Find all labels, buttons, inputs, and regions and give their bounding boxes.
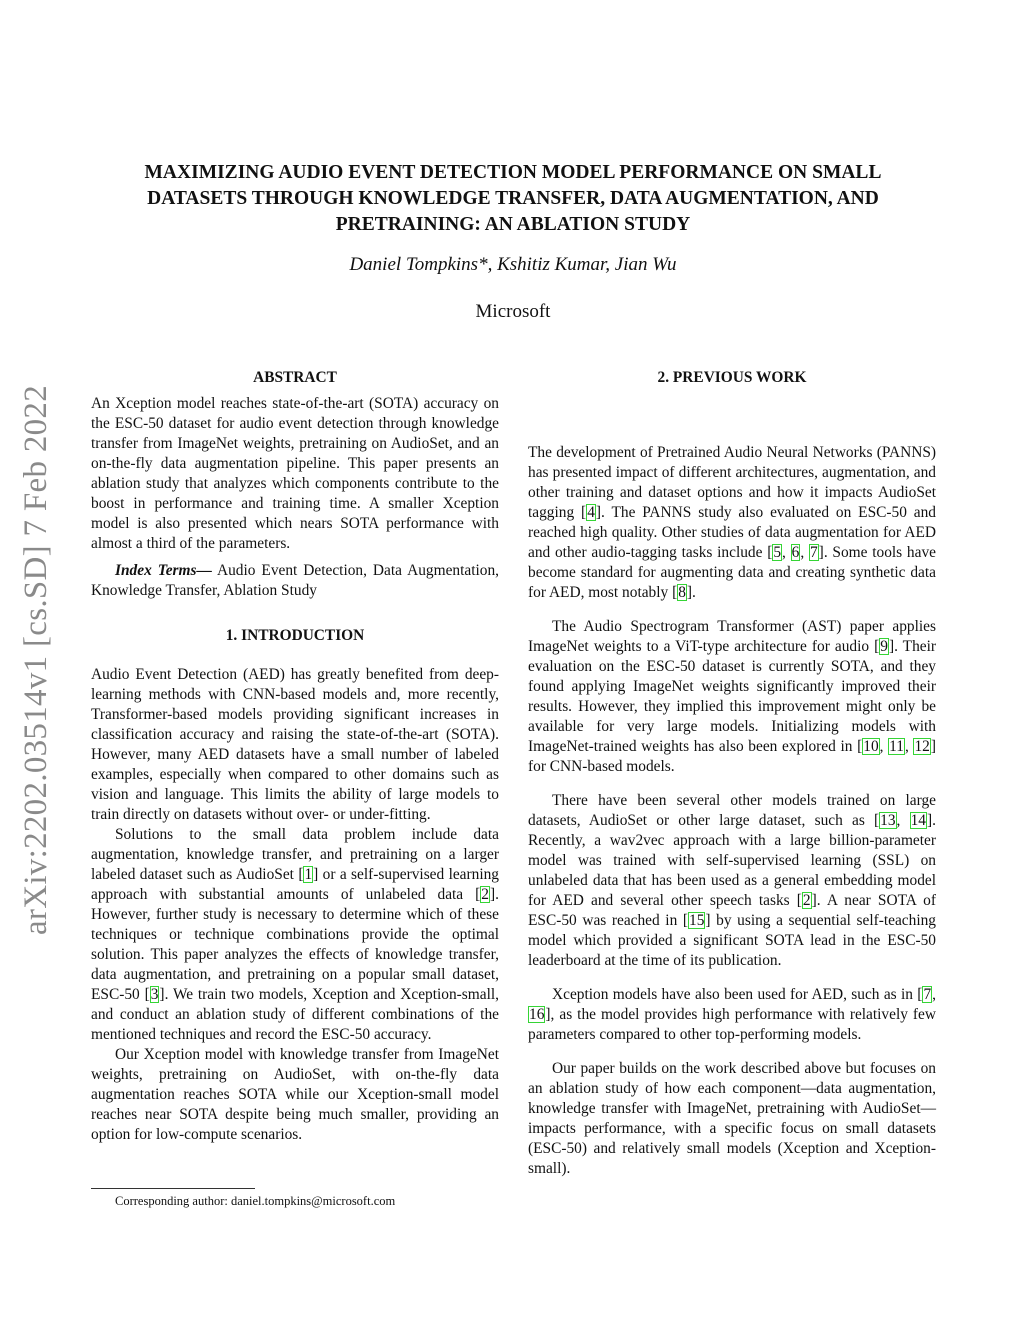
intro-paragraph-2: Solutions to the small data problem include data augmentation, knowledge transfer, and pretraining on a larger labeled dataset such as AudioSet [1] or a self-supervised learning approach with substantial amounts of unlabeled data [2]. However, further study is necessary to determine which of these techniques or technique combinations provide the optimal solution. This paper analyzes the effects of knowledge transfer, data augmentation, and pretraining on a popular small dataset, ESC-50 [3]. We train two models, Xception and Xception-small, and conduct an ablation study of different combinations of the mentioned techniques and record the ESC-50 accuracy. [91,826,500,1043]
citation-link[interactable]: 10 [863,738,879,755]
introduction-heading: 1. INTRODUCTION [225,627,365,644]
previous-work-paragraph-3: There have been several other models trained on large datasets, AudioSet or other large dataset, such as [13, 14]. Recently, a wav2vec approach with a large billion-parameter model was trained with self-supervised learning (SSL) on unlabeled data that has been used as a general embedding model for AED and several other speech tasks [2]. A near SOTA of ESC-50 was reached in [15] by using a sequential self-teaching model which provided a significant SOTA lead in the ESC-50 leaderboard at the time of its publication. [528,792,936,969]
text-run: . We train two models, Xception and Xception-small, and conduct an ablation study of different combinations of the mentioned techniques and record the ESC-50 accuracy. [91,986,500,1043]
citation-link[interactable]: 2 [802,892,811,909]
text-run: The development of Pretrained Audio Neural Networks (PANNS) has presented impact of different architectures, augmentation, and other training and dataset options and how it impacts AudioSet tagging [528,444,936,521]
citation-link[interactable]: 5 [773,544,782,561]
footnote-divider [91,1188,255,1189]
citation-link[interactable]: 12 [914,738,930,755]
index-terms-label: Index Terms— [115,562,212,579]
previous-work-paragraph-1: The development of Pretrained Audio Neural Networks (PANNS) has presented impact of different architectures, augmentation, and other training and dataset options and how it impacts AudioSet tagging [4]. The PANNS study also evaluated on ESC-50 and reached high quality. Other studies of data augmentation for AED and other audio-tagging tasks include [5, 6, 7]. Some tools have become standard for augmenting data and creating synthetic data for AED, most notably [8]. [528,444,936,601]
text-run: Xception models have also been used for AED, such as in [552,986,918,1003]
text-run: or a self-supervised learning approach with substantial amounts of unlabeled data [91,866,499,903]
text-run: for CNN-based models. [528,758,675,775]
citation-link[interactable]: 8 [678,584,686,601]
affiliation: Microsoft [475,301,551,322]
text-run: The Audio Spectrogram Transformer (AST) paper applies ImageNet weights to a ViT-type architecture for audio [528,618,936,655]
text-run: . Their evaluation on the ESC-50 dataset is currently SOTA, and they found applying ImageNet weights significantly improved their results. However, they implied this improvement might only be available for very large models. Initializing models with ImageNet-trained weights has also been explored in [528,638,936,755]
text-run: There have been several other models trained on large datasets, AudioSet or other large dataset, such as [528,792,936,829]
right-column [528,368,936,1179]
left-column [91,368,499,1145]
title-line: PRETRAINING: AN ABLATION STUDY [335,214,691,235]
citation-link[interactable]: 2 [481,886,489,903]
previous-work-heading: 2. PREVIOUS WORK [657,369,807,386]
citation-link[interactable]: 7 [809,544,818,561]
index-terms [91,561,499,601]
title-line: DATASETS THROUGH KNOWLEDGE TRANSFER, DATA AUGMENTATION, AND [147,188,879,209]
citation-link[interactable]: 3 [150,986,159,1003]
footnote: Corresponding author: daniel.tompkins@microsoft.com [115,1194,396,1208]
citation-link[interactable]: 16 [529,1006,545,1023]
citation-link[interactable]: 14 [910,812,926,829]
citation-link[interactable]: 15 [689,912,705,929]
authors: Daniel Tompkins*, Kshitiz Kumar, Jian Wu [349,254,677,275]
text-run: . A near SOTA of ESC-50 was reached in [528,892,936,929]
text-run: . [692,584,696,601]
citation-link[interactable]: 7 [923,986,932,1003]
abstract-body: An Xception model reaches state-of-the-art (SOTA) accuracy on the ESC-50 dataset for audio event detection through knowledge transfer from ImageNet weights, pretraining on AudioSet, and an on-the-fly data augmentation pipeline. This paper presents an ablation study that analyzes which components contribute to the boost in performance and training time. A smaller Xception model is also presented which nears SOTA performance with almost a third of the parameters. [91,395,499,552]
arxiv-side-stamp [12,360,60,960]
citation-link[interactable]: 9 [880,638,888,655]
previous-work-paragraph-5: Our paper builds on the work described above but focuses on an ablation study of how each component—data augmentation, knowledge transfer with ImageNet, pretraining with AudioSet—impacts performance, with a specific focus on small datasets (ESC-50) and relatively small models (Xception and Xception-small). [528,1060,936,1177]
text-run: , as the model provides high performance with relatively few parameters compared to other top-performing models. [528,1006,936,1043]
citation-link[interactable]: 1 [304,866,313,883]
citation-link[interactable]: 4 [587,504,595,521]
citation-link[interactable]: 6 [791,544,800,561]
index-terms-text: Audio Event Detection, Data Augmentation, Knowledge Transfer, Ablation Study [91,562,499,599]
arxiv-identifier[interactable]: arXiv:2202.03514v1 [cs.SD] 7 Feb 2022 [18,384,54,936]
text-run: Solutions to the small data problem include data augmentation, knowledge transfer, and pretraining on a larger labeled dataset such as AudioSet [91,826,499,883]
intro-paragraph-3: Our Xception model with knowledge transfer from ImageNet weights, pretraining on AudioSet, with on-the-fly data augmentation reaches SOTA while our Xception-small model reaches near SOTA despite being much smaller, providing an option for low-compute scenarios. [91,1046,499,1143]
previous-work-paragraph-2: The Audio Spectrogram Transformer (AST) paper applies ImageNet weights to a ViT-type architecture for audio [9]. Their evaluation on the ESC-50 dataset is currently SOTA, and they found applying ImageNet weights significantly improved their results. However, they implied this improvement might only be available for very large models. Initializing models with ImageNet-trained weights has also been explored in [10, 11, 12] for CNN-based models. [528,618,936,775]
text-run: . The PANNS study also evaluated on ESC-50 and reached high quality. Other studies of data augmentation for AED and other audio-tagging tasks include [528,504,936,561]
text-run: . Recently, a wav2vec approach with a large billion-parameter model was trained with self-supervised learning (SSL) on unlabeled data that has been used as a general embedding model for AED and several other speech tasks [528,812,936,909]
previous-work-paragraph-4: Xception models have also been used for AED, such as in [7, 16], as the model provides high performance with relatively few parameters compared to other top-performing models. [528,986,936,1043]
text-run: by using a sequential self-teaching model which provided a significant SOTA lead in the ESC-50 leaderboard at the time of its publication. [528,912,936,969]
citation-link[interactable]: 13 [880,812,896,829]
text-run: . Some tools have become standard for augmenting data and creating synthetic data for AED, most notably [528,544,936,601]
citation-link[interactable]: 11 [889,738,904,755]
intro-paragraph-1: Audio Event Detection (AED) has greatly benefited from deep-learning methods with CNN-based models and, more recently, Transformer-based models providing significant increases in classification accuracy and raising the state-of-the-art (SOTA). However, many AED datasets have a small number of labeled examples, especially when compared to other domains such as vision and language. This limits the ability of large models to train directly on datasets without over- or under-fitting. [91,666,499,823]
text-run: . However, further study is necessary to determine which of these techniques or technique combinations provide the optimal solution. This paper analyzes the effects of knowledge transfer, data augmentation, and pretraining on a popular small dataset, ESC-50 [91,886,499,1003]
title-line: MAXIMIZING AUDIO EVENT DETECTION MODEL PERFORMANCE ON SMALL [144,162,882,183]
paper-title [90,160,936,238]
abstract-heading: ABSTRACT [253,369,337,386]
